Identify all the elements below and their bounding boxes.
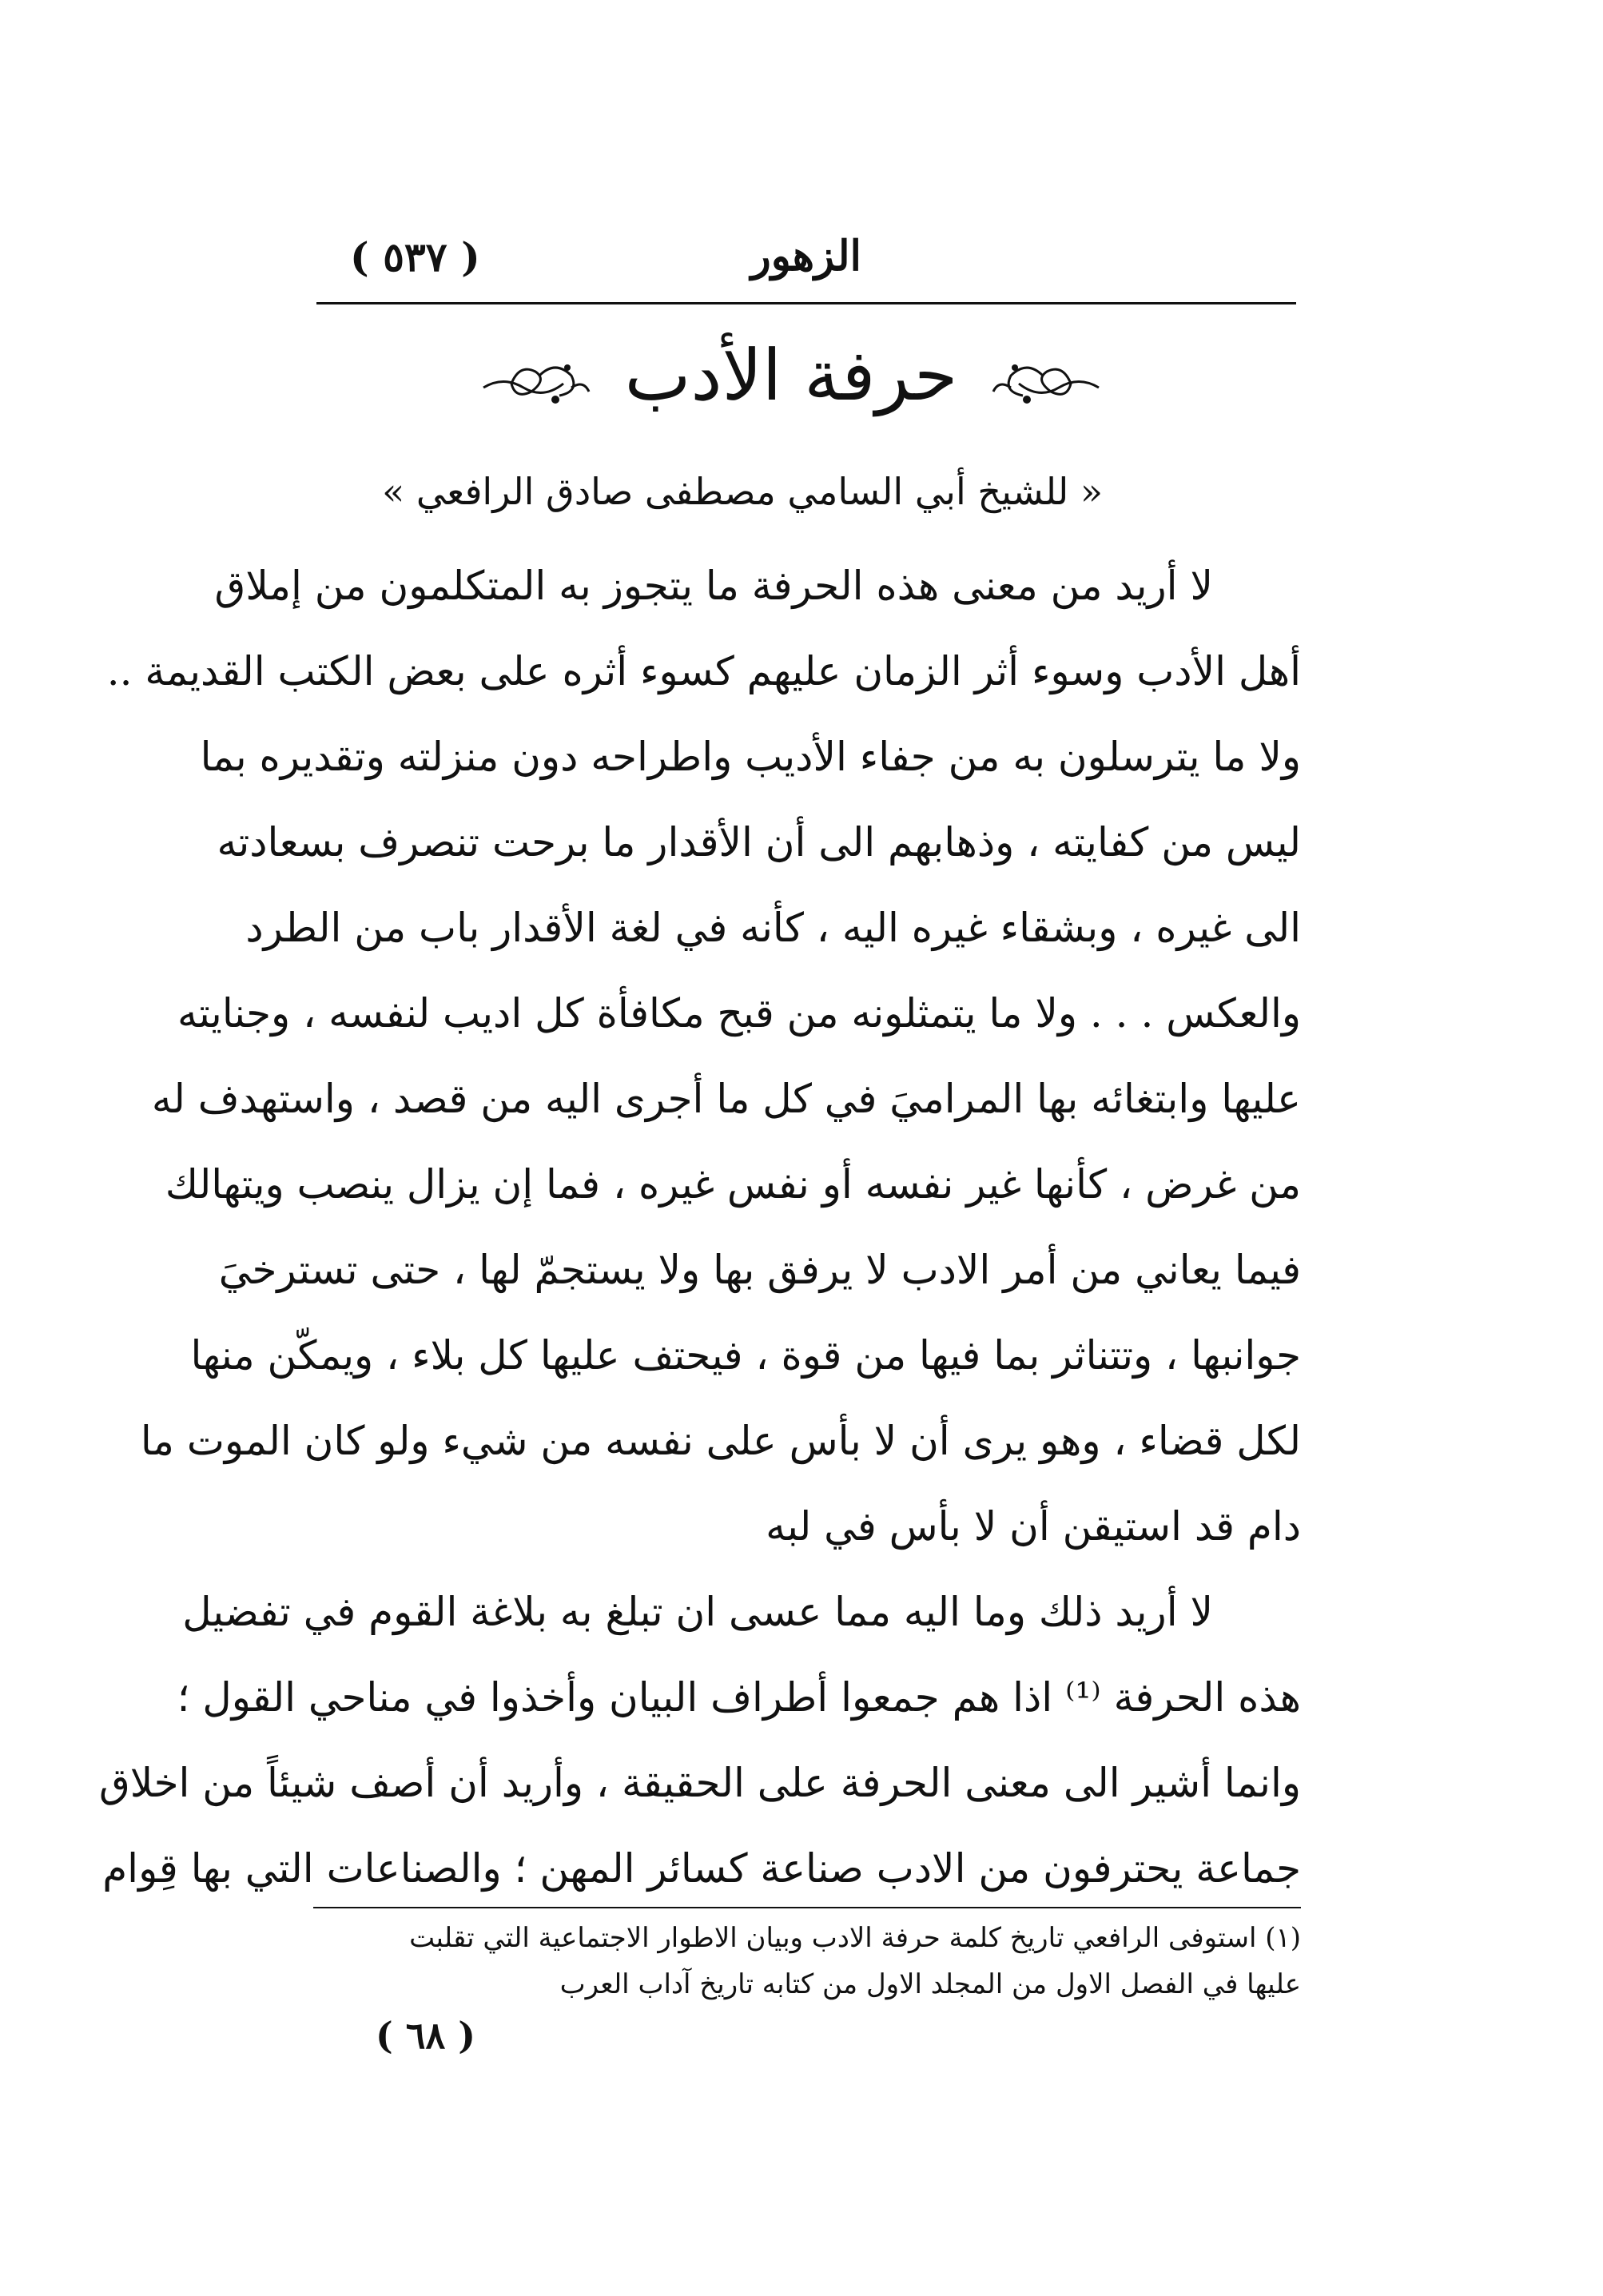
body-line: هذه الحرفة ⁽¹⁾ اذا هم جمعوا أطراف البيان وأخذوا في مناحي القول ؛ [177, 1674, 1301, 1721]
floral-ornament-icon [991, 344, 1103, 416]
body-line: لا أريد من معنى هذه الحرفة ما يتجوز به المتكلمون من إملاق [214, 563, 1213, 609]
header-rule [316, 302, 1296, 304]
floral-ornament-icon [479, 344, 591, 416]
body-line: الى غيره ، وبشقاء غيره اليه ، كأنه في لغة الأقدار باب من الطرد [245, 905, 1301, 951]
body-line: وانما أشير الى معنى الحرفة على الحقيقة ، وأريد أن أصف شيئاً من اخلاق [98, 1760, 1301, 1806]
footnote-line: عليها في الفصل الاول من المجلد الاول من كتابه تاريخ آداب العرب [559, 1968, 1301, 2000]
article-title: حرفة الأدب [624, 334, 958, 416]
page-header [318, 225, 1301, 297]
footnote-rule [313, 1907, 1301, 1908]
article-body [98, 543, 1301, 1912]
body-line: ولا ما يترسلون به من جفاء الأديب واطراحه دون منزلته وتقديره بما [200, 734, 1301, 780]
page-number: ( ٥٣٧ ) [350, 233, 480, 281]
footnote-line: (١) استوفى الرافعي تاريخ كلمة حرفة الادب وبيان الاطوار الاجتماعية التي تقلبت [409, 1922, 1301, 1954]
body-line: من غرض ، كأنها غير نفسه أو نفس غيره ، فما إن يزال ينصب ويتهالك [165, 1161, 1301, 1208]
footnote [313, 1915, 1301, 2008]
body-line: جماعة يحترفون من الادب صناعة كسائر المهن ؛ والصناعات التي بها قِوام [102, 1845, 1301, 1892]
body-line: لا أريد ذلك وما اليه مما عسى ان تبلغ به بلاغة القوم في تفضيل [182, 1589, 1213, 1635]
article-title-block [479, 320, 1103, 440]
body-line: دام قد استيقن أن لا بأس في لبه [766, 1503, 1301, 1550]
body-line: أهل الأدب وسوء أثر الزمان عليهم كسوء أثره على بعض الكتب القديمة .. [106, 648, 1301, 694]
body-line: عليها وابتغائه بها المراميَ في كل ما أجرى اليه من قصد ، واستهدف له [151, 1076, 1301, 1122]
signature-number: ( ٦٨ ) [376, 2014, 475, 2057]
body-line: جوانبها ، وتتناثر بما فيها من قوة ، فيحتف عليها كل بلاء ، ويمكّن منها [190, 1332, 1301, 1379]
running-title: الزهور [750, 232, 861, 281]
article-byline: « للشيخ أبي السامي مصطفى صادق الرافعي » [382, 470, 1103, 513]
body-line: لكل قضاء ، وهو يرى أن لا بأس على نفسه من شيء ولو كان الموت ما [140, 1418, 1301, 1464]
body-line: فيما يعاني من أمر الادب لا يرفق بها ولا يستجمّ لها ، حتى تسترخيَ [218, 1247, 1301, 1293]
body-line: ليس من كفايته ، وذهابهم الى أن الأقدار ما برحت تنصرف بسعادته [217, 819, 1301, 865]
body-line: والعكس . . . ولا ما يتمثلونه من قبح مكافأة كل اديب لنفسه ، وجنايته [177, 990, 1301, 1037]
